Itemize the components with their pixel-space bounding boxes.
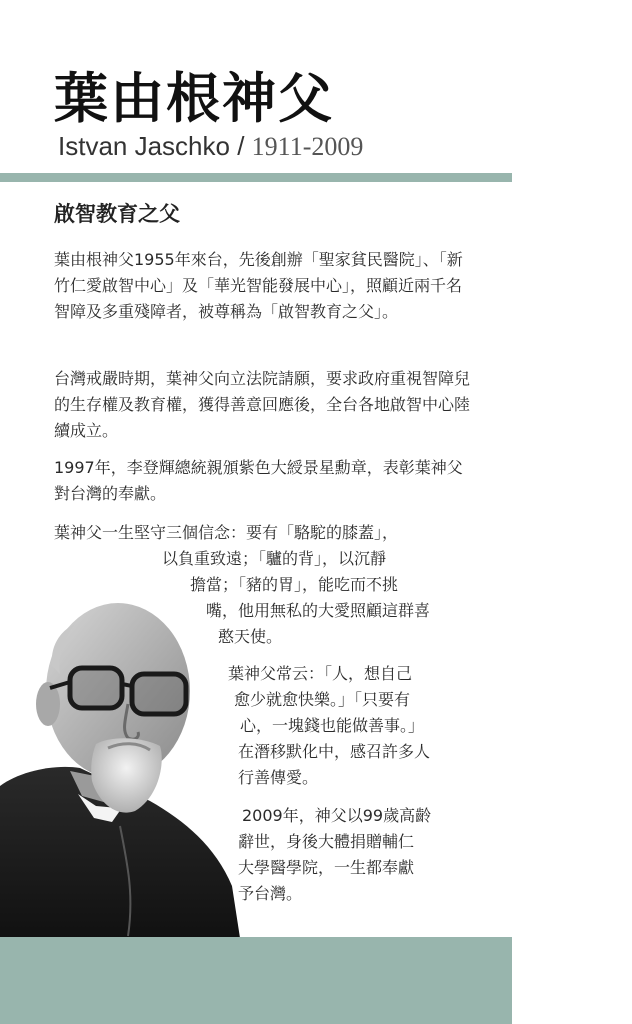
- text-line: 行善傳愛。: [238, 768, 319, 787]
- text-line: 大學醫學院，一生都奉獻: [238, 858, 415, 877]
- name-english: Istvan Jaschko /: [58, 131, 252, 161]
- text-line: 心，一塊錢也能做善事。」: [240, 716, 425, 735]
- text-line: 予台灣。: [238, 884, 303, 903]
- paragraph-medal: 1997年，李登輝總統親頒紫色大綬景星勳章，表彰葉神父對台灣的奉獻。: [54, 458, 463, 503]
- paragraph-founding: 葉由根神父1955年來台，先後創辦「聖家貧民醫院」、「新竹仁愛啟智中心」及「華光智能發展中心」，照顧近兩千名智障及多重殘障者，被尊稱為「啟智教育之父」。: [54, 250, 463, 321]
- text-line: 辭世，身後大體捐贈輔仁: [238, 832, 415, 851]
- paragraph-sayings: [228, 661, 430, 791]
- text-line: 2009年，神父以99歲高齡: [242, 806, 432, 825]
- subtitle: [58, 130, 363, 163]
- text-line: 葉神父一生堅守三個信念：要有「駱駝的膝蓋」，: [54, 523, 399, 542]
- text-line: 在潛移默化中，感召許多人: [238, 742, 431, 761]
- accent-band-bottom: [0, 937, 512, 1024]
- page-title: 葉由根神父: [54, 66, 334, 130]
- paragraph-passing: [238, 803, 431, 907]
- portrait-photo: [0, 596, 245, 938]
- text-line: 葉神父常云：「人，想自己: [228, 664, 413, 683]
- text-line: 愈少就愈快樂。」「只要有: [234, 690, 411, 709]
- text-line: 以負重致遠；「驢的背」，以沉靜: [162, 549, 387, 568]
- text-line: 憨天使。: [218, 627, 283, 646]
- text-line: 擔當；「豬的胃」，能吃而不挑: [190, 575, 399, 594]
- life-years: 1911-2009: [251, 132, 364, 161]
- paragraph-petition: 台灣戒嚴時期，葉神父向立法院請願，要求政府重視智障兒的生存權及教育權，獲得善意回應後，全台各地啟智中心陸續成立。: [54, 369, 471, 440]
- text-line: 嘴，他用無私的大愛照顧這群喜: [206, 601, 431, 620]
- accent-band-top: [0, 173, 512, 182]
- section-heading: 啟智教育之父: [54, 202, 180, 226]
